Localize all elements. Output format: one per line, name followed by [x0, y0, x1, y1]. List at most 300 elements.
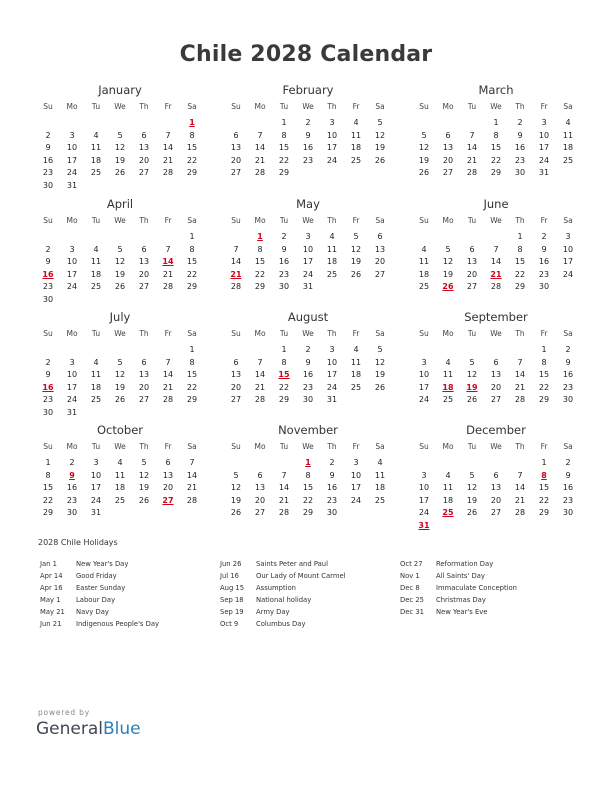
empty-day-cell: [108, 180, 132, 193]
day-cell: 28: [230, 282, 242, 292]
day-cell: 21: [514, 382, 526, 392]
day-cell: 29: [538, 508, 550, 518]
week-row: [36, 457, 204, 470]
empty-day-cell: [84, 180, 108, 193]
day-cell: 26: [374, 155, 386, 165]
empty-day-cell: [60, 344, 84, 357]
day-cell: 30: [302, 395, 314, 405]
holiday-row: [400, 558, 580, 570]
month-name: July: [109, 310, 131, 324]
day-cell: 15: [514, 257, 526, 267]
weekday-label: We: [490, 216, 502, 225]
day-cell: 23: [538, 269, 550, 279]
day-cell: 7: [165, 244, 171, 254]
day-cell: 17: [418, 495, 430, 505]
day-cell: 1: [189, 232, 195, 241]
day-cell: 15: [186, 370, 198, 380]
weekday-label: Tu: [279, 216, 289, 225]
week-row: [36, 155, 204, 168]
weekday-label: Tu: [467, 329, 477, 338]
day-cell: 1: [45, 458, 51, 467]
day-cell: 10: [350, 470, 362, 480]
day-cell: 17: [66, 155, 78, 165]
weekday-label: Fr: [164, 102, 172, 111]
empty-day-cell: [84, 117, 108, 130]
week-row: [36, 482, 204, 495]
holiday-name: Assumption: [256, 584, 296, 592]
week-row: [224, 281, 392, 294]
empty-day-cell: [532, 520, 556, 533]
day-cell: 19: [114, 269, 126, 279]
day-cell: 10: [66, 143, 78, 153]
day-cell: 3: [353, 458, 359, 467]
week-row: [224, 495, 392, 508]
day-cell: 4: [445, 470, 451, 480]
day-cell: 18: [90, 382, 102, 392]
day-cell: 12: [442, 257, 454, 267]
day-cell: 30: [42, 294, 54, 304]
day-cell: 24: [562, 269, 574, 279]
day-cell: 14: [186, 470, 198, 480]
holiday-row: [220, 618, 400, 630]
day-cell: 30: [514, 168, 526, 178]
brand-logo[interactable]: [36, 719, 141, 739]
day-cell: 19: [442, 269, 454, 279]
weekday-label: We: [114, 329, 126, 338]
weekday-label: Su: [43, 329, 53, 338]
day-cell: 26: [374, 382, 386, 392]
day-cell: 3: [69, 244, 75, 254]
day-cell: 21: [254, 155, 266, 165]
empty-day-cell: [344, 394, 368, 407]
weekday-label: We: [114, 216, 126, 225]
day-cell: 15: [42, 483, 54, 493]
week-row: [412, 394, 580, 407]
empty-day-cell: [156, 231, 180, 244]
week-row: [412, 470, 580, 483]
day-cell: 22: [278, 155, 290, 165]
weekday-label: Fr: [540, 329, 548, 338]
weekday-label: Sa: [375, 329, 385, 338]
holiday-date: Dec 31: [400, 608, 424, 616]
day-cell: 5: [377, 345, 383, 354]
day-cell: 28: [186, 495, 198, 505]
day-cell: 12: [114, 257, 126, 267]
day-cell: 16: [326, 483, 338, 493]
day-cell: 6: [233, 130, 239, 140]
weekday-label: Fr: [352, 216, 360, 225]
day-cell: 28: [514, 395, 526, 405]
day-cell: 11: [442, 370, 454, 380]
empty-day-cell: [272, 457, 296, 470]
day-cell: 12: [114, 143, 126, 153]
day-cell: 3: [541, 118, 547, 127]
holiday-day-cell: 8: [541, 470, 547, 480]
day-cell: 14: [514, 370, 526, 380]
holiday-row: [40, 606, 220, 618]
holiday-name: Reformation Day: [436, 560, 494, 568]
day-cell: 17: [538, 143, 550, 153]
day-cell: 31: [66, 180, 78, 190]
weekday-label: Th: [327, 216, 337, 225]
day-cell: 27: [490, 508, 502, 518]
day-cell: 25: [350, 382, 362, 392]
holiday-date: May 1: [40, 596, 61, 604]
weekday-label: Fr: [540, 442, 548, 451]
holiday-day-cell: 19: [466, 382, 478, 392]
weekday-label: Fr: [540, 102, 548, 111]
day-cell: 7: [517, 470, 523, 480]
day-cell: 28: [162, 282, 174, 292]
day-cell: 4: [377, 458, 383, 467]
day-cell: 20: [162, 483, 174, 493]
day-cell: 6: [141, 357, 147, 367]
week-row: [412, 244, 580, 257]
week-row: [412, 520, 580, 533]
week-row: [36, 117, 204, 130]
day-cell: 18: [442, 495, 454, 505]
day-cell: 8: [281, 130, 287, 140]
holiday-day-cell: 14: [162, 257, 174, 267]
day-cell: 4: [445, 357, 451, 367]
day-cell: 28: [254, 395, 266, 405]
weekday-label: Sa: [187, 102, 197, 111]
day-cell: 18: [418, 269, 430, 279]
day-cell: 3: [69, 130, 75, 140]
day-cell: 11: [350, 130, 362, 140]
empty-day-cell: [108, 407, 132, 420]
day-cell: 23: [326, 495, 338, 505]
weekday-header: [224, 440, 392, 454]
weekday-label: Fr: [164, 216, 172, 225]
day-cell: 6: [233, 357, 239, 367]
day-cell: 27: [254, 508, 266, 518]
day-cell: 30: [42, 180, 54, 190]
day-cell: 6: [445, 130, 451, 140]
day-cell: 13: [138, 370, 150, 380]
weekday-label: Mo: [442, 329, 454, 338]
week-row: [224, 357, 392, 370]
day-cell: 21: [162, 269, 174, 279]
day-cell: 28: [466, 168, 478, 178]
day-cell: 22: [186, 155, 198, 165]
holiday-day-cell: 21: [230, 269, 242, 279]
day-cell: 12: [114, 370, 126, 380]
day-cell: 28: [514, 508, 526, 518]
day-cell: 7: [469, 130, 475, 140]
weekday-header: [36, 100, 204, 114]
day-cell: 6: [141, 244, 147, 254]
day-cell: 12: [418, 143, 430, 153]
day-cell: 27: [138, 282, 150, 292]
day-cell: 29: [254, 282, 266, 292]
day-cell: 22: [490, 155, 502, 165]
day-cell: 13: [254, 483, 266, 493]
empty-day-cell: [108, 507, 132, 520]
month-name: August: [287, 310, 329, 324]
day-cell: 22: [538, 382, 550, 392]
weekday-label: Su: [231, 329, 241, 338]
empty-day-cell: [156, 344, 180, 357]
week-row: [412, 155, 580, 168]
day-cell: 4: [565, 118, 571, 127]
day-cell: 25: [326, 269, 338, 279]
day-cell: 2: [305, 345, 311, 354]
weekday-label: Mo: [66, 102, 78, 111]
day-cell: 25: [90, 282, 102, 292]
month-name: September: [464, 310, 528, 324]
empty-day-cell: [36, 117, 60, 130]
day-cell: 9: [281, 244, 287, 254]
weekday-label: Su: [43, 442, 53, 451]
day-cell: 22: [514, 269, 526, 279]
weekday-label: Th: [139, 329, 149, 338]
day-cell: 4: [93, 130, 99, 140]
week-row: [224, 394, 392, 407]
day-cell: 5: [117, 357, 123, 367]
day-cell: 16: [42, 155, 54, 165]
day-cell: 5: [445, 244, 451, 254]
week-row: [224, 369, 392, 382]
month-name: April: [106, 197, 134, 211]
month-name: November: [278, 423, 338, 437]
day-cell: 30: [562, 508, 574, 518]
empty-day-cell: [84, 344, 108, 357]
day-cell: 2: [45, 357, 51, 367]
day-cell: 25: [90, 395, 102, 405]
empty-day-cell: [508, 520, 532, 533]
day-cell: 15: [186, 257, 198, 267]
day-cell: 22: [302, 495, 314, 505]
holiday-name: Indigenous People's Day: [76, 620, 160, 628]
weekday-label: Th: [327, 329, 337, 338]
empty-day-cell: [156, 180, 180, 193]
weekday-header: [412, 100, 580, 114]
day-cell: 3: [421, 470, 427, 480]
day-cell: 16: [302, 370, 314, 380]
empty-day-cell: [132, 231, 156, 244]
day-cell: 16: [538, 257, 550, 267]
holiday-row: [220, 570, 400, 582]
day-cell: 20: [230, 382, 242, 392]
week-row: [224, 344, 392, 357]
empty-day-cell: [436, 520, 460, 533]
holiday-name: New Year's Eve: [436, 608, 488, 616]
weekday-label: Sa: [563, 329, 573, 338]
empty-day-cell: [412, 231, 436, 244]
weekday-label: We: [114, 102, 126, 111]
day-cell: 13: [138, 257, 150, 267]
day-cell: 23: [562, 495, 574, 505]
holidays-title: 2028 Chile Holidays: [38, 538, 118, 547]
empty-day-cell: [296, 167, 320, 180]
week-row: [224, 507, 392, 520]
day-cell: 5: [117, 244, 123, 254]
day-cell: 23: [302, 155, 314, 165]
empty-day-cell: [412, 344, 436, 357]
day-cell: 6: [493, 357, 499, 367]
holiday-name: Labour Day: [76, 596, 116, 604]
holiday-date: Jan 1: [40, 560, 57, 568]
day-cell: 26: [114, 282, 126, 292]
day-cell: 20: [490, 382, 502, 392]
weekday-label: Th: [139, 102, 149, 111]
day-cell: 29: [186, 395, 198, 405]
holiday-row: [40, 570, 220, 582]
day-cell: 16: [66, 483, 78, 493]
empty-day-cell: [108, 117, 132, 130]
day-cell: 22: [42, 495, 54, 505]
day-cell: 13: [138, 143, 150, 153]
day-cell: 6: [141, 130, 147, 140]
day-cell: 25: [442, 395, 454, 405]
weekday-label: Tu: [91, 216, 101, 225]
brand-blue-text: Blue: [103, 719, 141, 739]
day-cell: 10: [562, 244, 574, 254]
empty-day-cell: [460, 344, 484, 357]
weekday-label: Su: [419, 216, 429, 225]
weekday-label: We: [490, 102, 502, 111]
day-cell: 30: [66, 508, 78, 518]
day-cell: 22: [186, 382, 198, 392]
day-cell: 11: [442, 483, 454, 493]
day-cell: 2: [45, 130, 51, 140]
day-cell: 10: [418, 483, 430, 493]
weekday-label: Su: [231, 216, 241, 225]
empty-day-cell: [224, 457, 248, 470]
weekday-label: Th: [139, 216, 149, 225]
day-cell: 20: [138, 382, 150, 392]
day-cell: 21: [162, 155, 174, 165]
week-row: [36, 269, 204, 282]
empty-day-cell: [156, 117, 180, 130]
week-row: [224, 231, 392, 244]
empty-day-cell: [344, 167, 368, 180]
day-cell: 8: [281, 357, 287, 367]
week-row: [36, 394, 204, 407]
holiday-day-cell: 26: [442, 282, 454, 292]
week-row: [224, 142, 392, 155]
day-cell: 18: [350, 370, 362, 380]
empty-day-cell: [436, 344, 460, 357]
holiday-name: National holiday: [256, 596, 312, 604]
holiday-date: Apr 16: [40, 584, 63, 592]
holiday-day-cell: 1: [305, 458, 311, 467]
day-cell: 18: [114, 483, 126, 493]
week-row: [412, 269, 580, 282]
holiday-date: Jun 26: [220, 560, 242, 568]
empty-day-cell: [556, 520, 580, 533]
weekday-header: [224, 214, 392, 228]
day-cell: 22: [254, 269, 266, 279]
day-cell: 9: [541, 244, 547, 254]
day-cell: 12: [466, 370, 478, 380]
day-cell: 6: [377, 232, 383, 241]
holiday-row: [40, 594, 220, 606]
day-cell: 26: [418, 168, 430, 178]
day-cell: 5: [233, 470, 239, 480]
day-cell: 16: [514, 143, 526, 153]
empty-day-cell: [368, 394, 392, 407]
week-row: [224, 470, 392, 483]
day-cell: 4: [93, 244, 99, 254]
week-row: [36, 231, 204, 244]
weekday-label: Tu: [279, 102, 289, 111]
weekday-label: Mo: [254, 102, 266, 111]
week-row: [36, 495, 204, 508]
day-cell: 15: [278, 143, 290, 153]
day-cell: 24: [418, 395, 430, 405]
day-cell: 25: [374, 495, 386, 505]
day-cell: 29: [490, 168, 502, 178]
day-cell: 1: [493, 118, 499, 127]
weekday-label: We: [302, 216, 314, 225]
day-cell: 15: [186, 143, 198, 153]
empty-day-cell: [320, 281, 344, 294]
day-cell: 5: [377, 118, 383, 127]
day-cell: 29: [42, 508, 54, 518]
day-cell: 20: [138, 269, 150, 279]
weekday-label: We: [114, 442, 126, 451]
empty-day-cell: [484, 231, 508, 244]
empty-day-cell: [320, 167, 344, 180]
day-cell: 20: [254, 495, 266, 505]
holiday-name: Our Lady of Mount Carmel: [256, 572, 346, 580]
day-cell: 7: [165, 357, 171, 367]
month-may: [224, 196, 392, 294]
empty-day-cell: [484, 457, 508, 470]
day-cell: 10: [66, 370, 78, 380]
day-cell: 19: [374, 143, 386, 153]
day-cell: 4: [117, 458, 123, 467]
weekday-label: We: [490, 442, 502, 451]
holiday-day-cell: 18: [442, 382, 454, 392]
day-cell: 31: [326, 395, 338, 405]
day-cell: 10: [418, 370, 430, 380]
weekday-label: Sa: [187, 329, 197, 338]
week-row: [36, 256, 204, 269]
weekday-header: [412, 214, 580, 228]
month-september: [412, 309, 580, 407]
day-cell: 19: [350, 257, 362, 267]
day-cell: 8: [493, 130, 499, 140]
weekday-label: Su: [231, 442, 241, 451]
weekday-header: [412, 440, 580, 454]
holiday-day-cell: 31: [418, 520, 430, 530]
weekday-label: Sa: [563, 102, 573, 111]
empty-day-cell: [368, 167, 392, 180]
holiday-name: Saints Peter and Paul: [256, 560, 328, 568]
weekday-label: Sa: [375, 102, 385, 111]
day-cell: 24: [350, 495, 362, 505]
weekday-header: [36, 214, 204, 228]
day-cell: 25: [418, 282, 430, 292]
day-cell: 22: [278, 382, 290, 392]
day-cell: 27: [490, 395, 502, 405]
weekday-label: Sa: [187, 442, 197, 451]
holiday-column: [40, 558, 220, 630]
day-cell: 15: [302, 483, 314, 493]
weekday-label: Th: [515, 329, 525, 338]
day-cell: 25: [350, 155, 362, 165]
day-cell: 1: [541, 458, 547, 467]
day-cell: 14: [254, 143, 266, 153]
day-cell: 28: [162, 168, 174, 178]
weekday-label: Tu: [91, 329, 101, 338]
holiday-date: Jul 16: [220, 572, 240, 580]
day-cell: 11: [90, 257, 102, 267]
day-cell: 2: [541, 232, 547, 241]
